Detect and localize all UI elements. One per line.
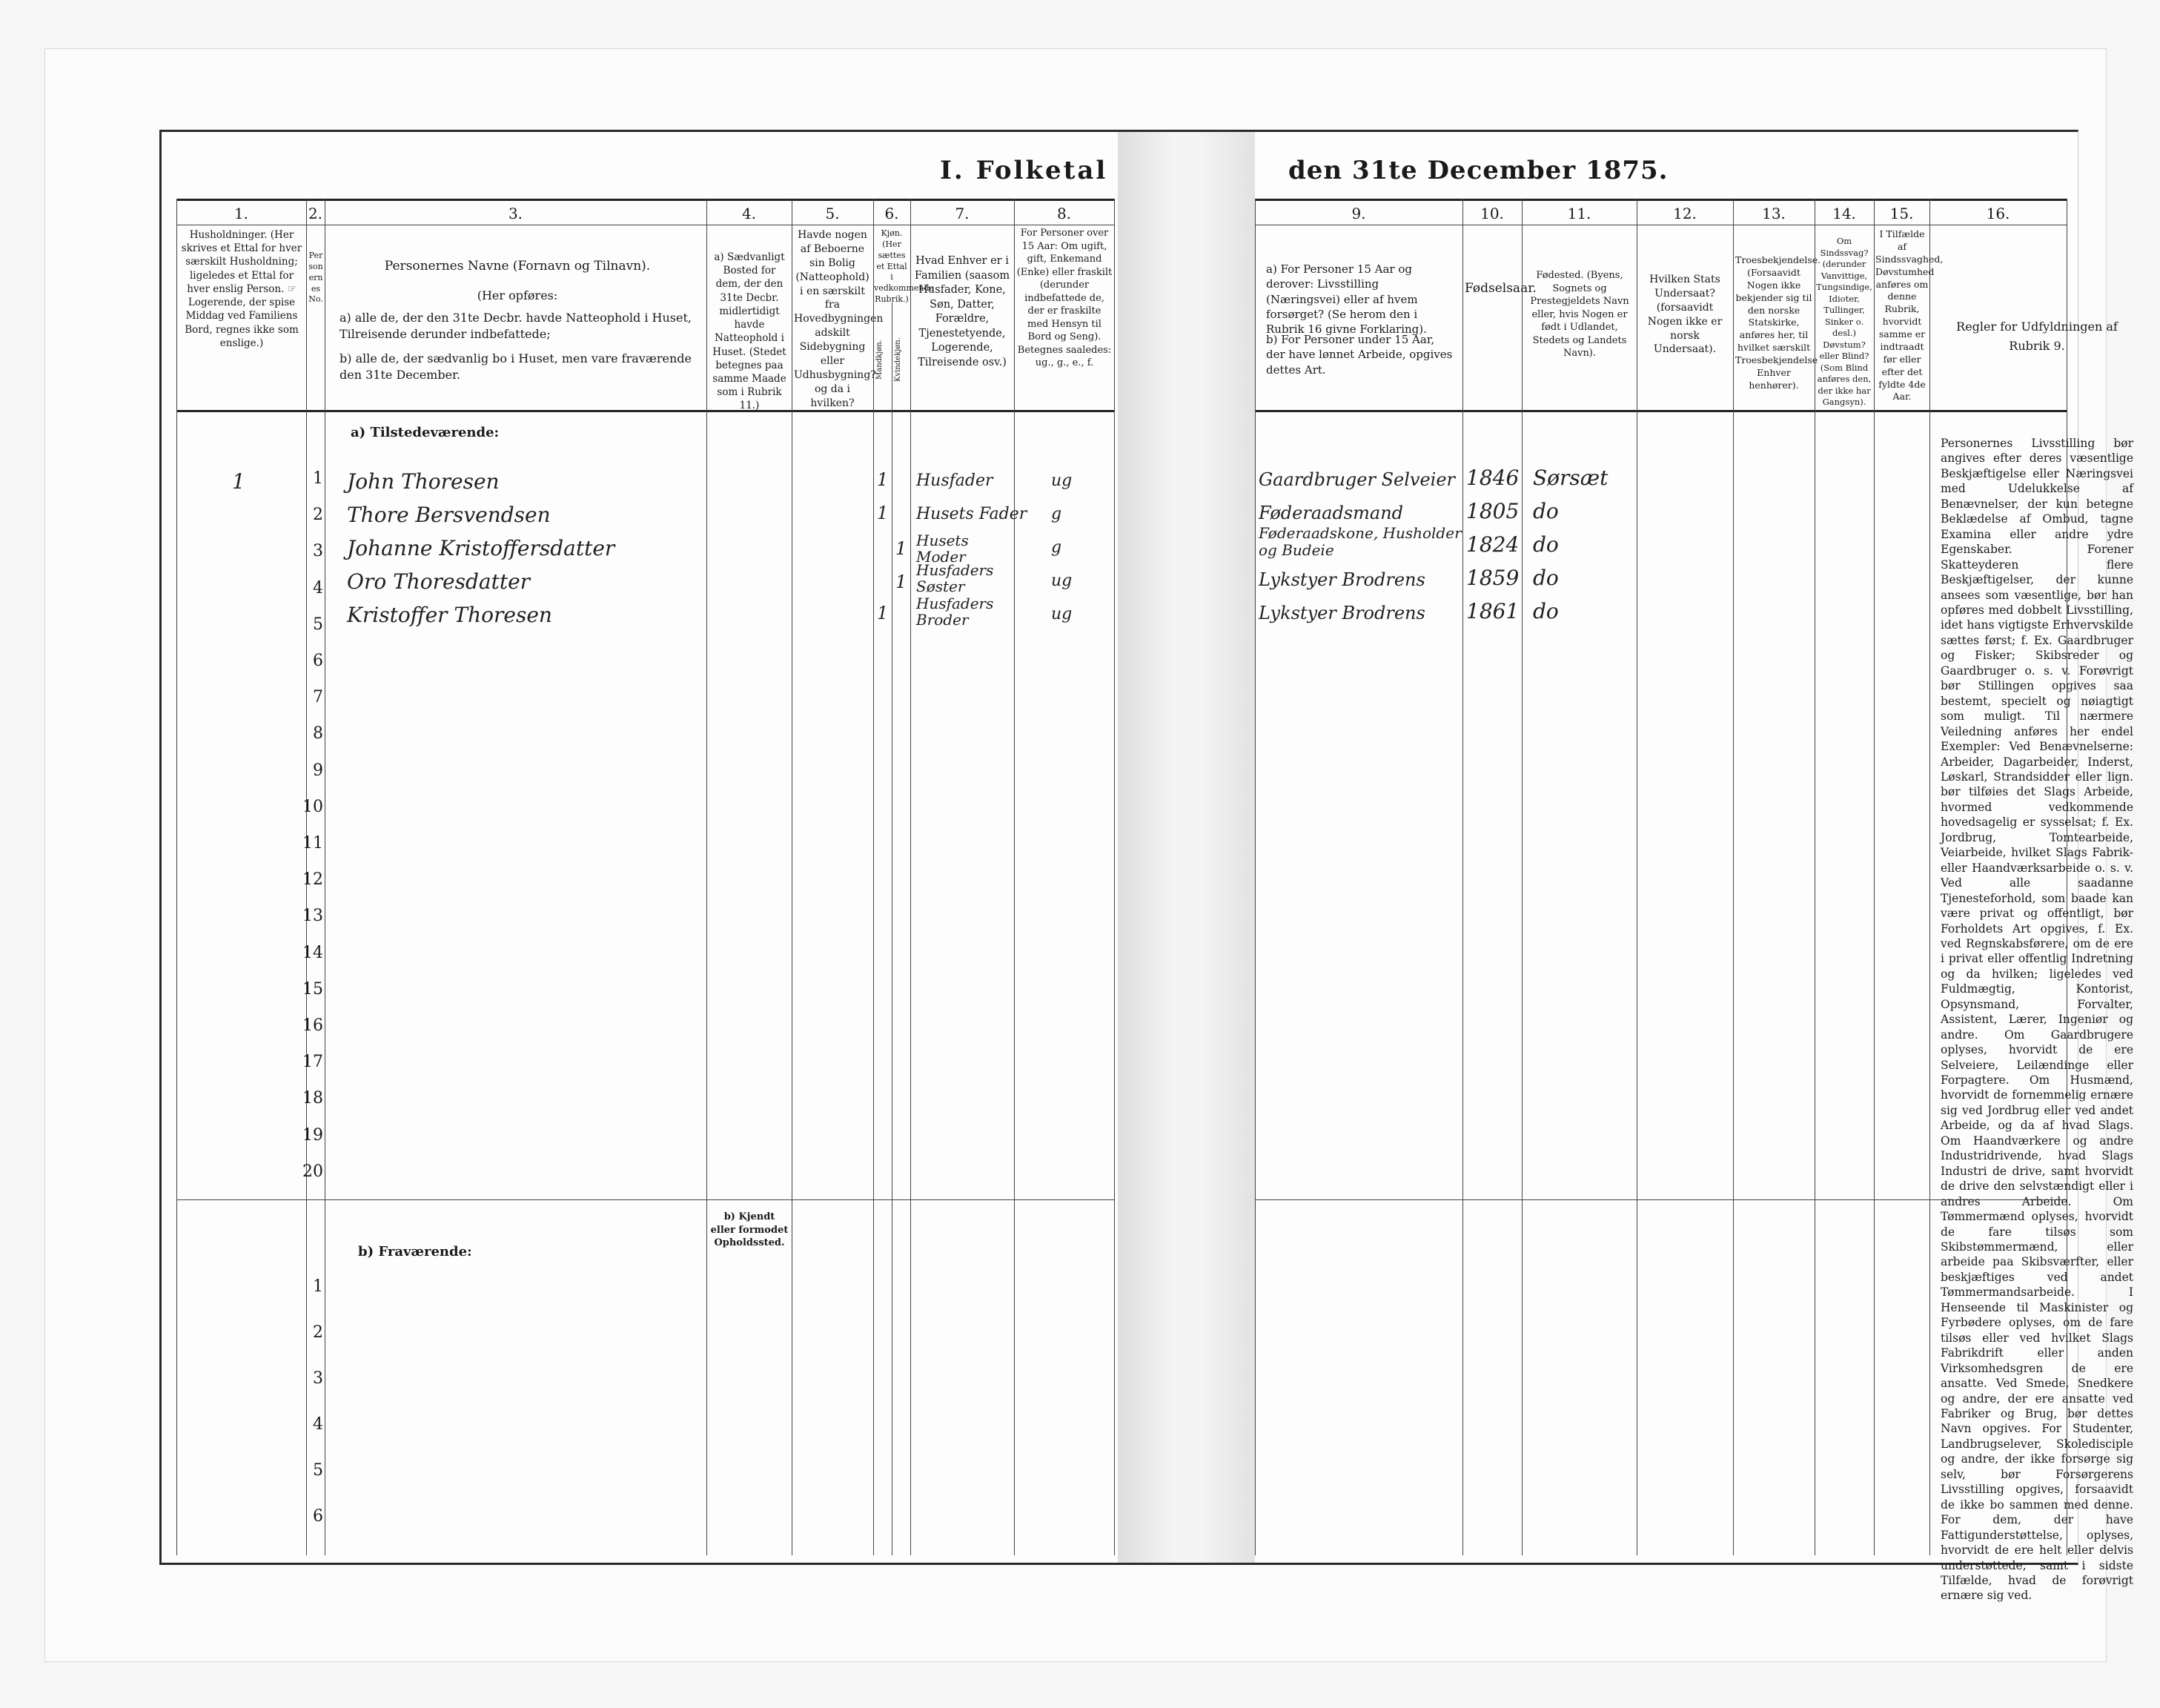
vline: [1114, 199, 1115, 1555]
vline: [1874, 199, 1875, 1555]
person-birth-year: 1805: [1466, 499, 1520, 523]
row-number: 3: [313, 1369, 323, 1388]
row-number: 12: [302, 870, 323, 890]
person-civil: ug: [1051, 605, 1073, 623]
person-civil: g: [1051, 505, 1062, 523]
row-number: 19: [302, 1125, 323, 1145]
row-number: 4: [313, 1415, 323, 1434]
header-family-role: Hvad Enhver er i Familien (saasom Husfader, Kone, Søn, Datter, Forældre, Tjenestetyende, Logerende, Tilreisende osv.): [914, 255, 1010, 368]
person-occupation: Lykstyer Brodrens: [1259, 603, 1425, 623]
header-names-a: a) alle de, der den 31te Decbr. havde Natteophold i Huset, Tilreisende derunder indbefattede;: [339, 311, 692, 341]
person-sex-male: 1: [877, 469, 889, 490]
col-number: 15.: [1889, 205, 1914, 222]
person-birth-year: 1846: [1466, 466, 1520, 490]
col-number: 3.: [508, 205, 523, 222]
row-number: 4: [313, 578, 323, 598]
row-number: 2: [313, 506, 323, 525]
title-right: den 31te December 1875.: [1288, 156, 1669, 185]
vline: [1462, 199, 1463, 1555]
row-number: 9: [313, 761, 323, 780]
col-number: 13.: [1762, 205, 1786, 222]
header-rule-right: [1255, 410, 2067, 412]
person-name: Johanne Kristoffersdatter: [347, 536, 615, 560]
header-religion: Troesbekjendelse. (Forsaavidt Nogen ikke bekjender sig til den norske Statskirke, anføres her, til hvilket særskilt Troesbekjendelse Enhver henhører).: [1735, 254, 1821, 391]
row-number: 16: [302, 1016, 323, 1035]
col-number: 14.: [1832, 205, 1856, 222]
person-sex-male: 1: [877, 603, 889, 623]
row-number: 2: [313, 1323, 323, 1342]
person-birthplace: do: [1533, 532, 1559, 557]
row-number: 3: [313, 542, 323, 561]
person-birthplace: do: [1533, 599, 1559, 623]
person-family: Husfaders Broder: [916, 595, 994, 629]
row-number: 8: [313, 724, 323, 744]
header-person-no: Personernes No.: [308, 251, 323, 305]
section-absent: b) Fraværende:: [358, 1244, 472, 1260]
row-number: 1: [313, 469, 323, 488]
col-number: 16.: [1986, 205, 2010, 222]
header-names-title: Personernes Navne (Fornavn og Tilnavn).: [384, 259, 651, 274]
header-disability: Om Sindssvag? (derunder Vanvittige, Tungsindige, Idioter, Tullinger, Sinker o. desl.) Døvstum? eller Blind? (Som Blind anføres den, der ikke har Gangsyn).: [1816, 236, 1872, 408]
header-side-building: Havde nogen af Beboerne sin Bolig (Natteophold) i en særskilt fra Hovedbygningen adskilt Sidebygning eller Udhusbygning? og da i hvilken?: [794, 229, 884, 409]
section-present: a) Tilstedeværende:: [351, 425, 500, 440]
page-gutter: [1118, 132, 1255, 1563]
person-civil: g: [1051, 538, 1062, 557]
person-birth-year: 1824: [1466, 532, 1520, 557]
header-household: Husholdninger. (Her skrives et Ettal for hver særskilt Husholdning; ligeledes et Ettal for hver enslig Person. ☞ Logerende, der spise Middag ved Familiens Bord, regnes ikke som enslige.): [181, 229, 302, 349]
person-occupation: Lykstyer Brodrens: [1259, 569, 1425, 590]
col-number: 10.: [1480, 205, 1504, 222]
person-occupation: Føderaadsmand: [1259, 503, 1404, 523]
header-civil-status: For Personer over 15 Aar: Om ugift, gift, Enkemand (Enke) eller fraskilt (derunder indbefattede de, der er fraskilte med Hensyn til Bord og Seng). Betegnes saaledes: ug., g., e., f.: [1016, 228, 1113, 369]
person-birth-year: 1861: [1466, 599, 1520, 623]
person-name: John Thoresen: [347, 469, 500, 494]
header-sex: Kjøn. (Her sættes et Ettal i vedkommende Rubrik.): [874, 228, 935, 305]
row-number: 20: [302, 1162, 323, 1181]
row-number: 5: [313, 1461, 323, 1480]
person-family: Husets Fader: [916, 505, 1027, 523]
person-sex-male: 1: [877, 503, 889, 523]
person-name: Oro Thoresdatter: [347, 569, 531, 594]
col-number: 5.: [825, 205, 840, 222]
vline: [1733, 199, 1734, 1555]
person-birthplace: do: [1533, 566, 1559, 590]
absent-rule-left: [176, 1199, 1114, 1200]
person-family: Husfader: [916, 471, 993, 490]
col-number: 9.: [1351, 205, 1366, 222]
col-number: 1.: [233, 205, 249, 222]
col-number: 7.: [955, 205, 970, 222]
header-sex-female: Kvindekjøn.: [894, 337, 902, 383]
row-number: 14: [302, 943, 323, 962]
household-mark: 1: [232, 469, 245, 494]
col-number: 4.: [741, 205, 757, 222]
person-sex-female: 1: [895, 572, 907, 592]
rules-text: Personernes Livsstilling bør angives efter deres væsentlige Beskjæftigelse eller Næringsvei med Udelukkelse af Benævnelser, der kun betegne Beklædelse af Ombud, tagne Examina eller andre ydre Egenskaber. Forener Skatteyderen flere Beskjæftigelser, der kunne ansees som væsentlige, bør han opføres med dobbelt Livsstilling, idet hans vigtigste Erhvervskilde sættes først; f. Ex. Gaardbruger og Fisker; Skibsreder og Gaardbruger o. s. v. Forøvrigt bør Stillingen opgives saa bestemt, specielt og nøiagtigt som muligt. Til nærmere Veiledning anføres her endel Exempler: Ved Benævnelserne: Arbeider, Dagarbeider, Inderst, Løskarl, Strandsidder eller lign. bør tilføies det Slags Arbeide, hvormed vedkommende hovedsagelig er sysselsat; f. Ex. Jordbrug, Tomtearbeide, Veiarbeide, hvilket Slags Fabrik- eller Haandværksarbeide o. s. v. Ved alle saadanne Tjenesteforhold, som baade kan være privat og offentligt, bør Forholdets Art opgives, f. Ex. ved Regnskabsførere, om de ere i privat eller offentlig Indretning og da hvilken; ligeledes ved Fuldmægtig, Kontorist, Opsynsmand, Forvalter, Assistent, Lærer, Ingeniør og andre. Om Gaardbrugere oplyses, hvorvidt de ere Selveiere, Leilændinge eller Forpagtere. Om Husmænd, hvorvidt de fornemmelig ernære sig ved Jordbrug eller ved andet Arbeide, og da af hvad Slags. Om Haandværkere og andre Industridrivende, hvad Slags Industri de drive, samt hvorvidt de drive den selvstændigt eller i andres Arbeide. Om Tømmermænd oplyses, hvorvidt de fare tilsøs som Skibstømmermænd, eller arbeide paa Skibsværfter, eller beskjæftiges ved andet Tømmermandsarbeide. I Henseende til Maskinister og Fyrbødere oplyses, om de fare tilsøs eller ved hvilket Slags Fabrikdrift eller anden Virksomhedsgren de ere ansatte. Ved Smede, Snedkere og andre, der ere ansatte ved Fabriker og Brug, bør dettes Navn opgives. For Studenter, Landbrugselever, Skoledisciple og andre, der ikke forsørge sig selv, bør Forsørgerens Livsstilling opgives, forsaavidt de ikke bo sammen med denne. For dem, der have Fattigunderstøttelse, oplyses, hvorvidt de ere helt eller delvis understøttede, samt i sidste Tilfælde, hvad de forøvrigt ernære sig ved.: [1941, 437, 2133, 1603]
col-number: 8.: [1056, 205, 1072, 222]
header-rule-left: [176, 410, 1114, 412]
row-number: 5: [313, 615, 323, 634]
vline: [1014, 199, 1015, 1555]
person-birthplace: Sørsæt: [1533, 466, 1609, 490]
vline: [176, 199, 177, 1555]
row-number: 17: [302, 1053, 323, 1072]
header-occupation-a: a) For Personer 15 Aar og derover: Livsstilling (Næringsvei) eller af hvem forsørget? (Se herom den i Rubrik 16 givne Forklaring).: [1266, 262, 1427, 336]
header-birthplace: Fødested. (Byens, Sognets og Prestegjeldets Navn eller, hvis Nogen er født i Udlandet, Stedets og Landets Navn).: [1530, 270, 1629, 360]
header-disability-onset: I Tilfælde af Sindssvaghed, Døvstumhed anføres om denne Rubrik, hvorvidt samme er indtraadt før eller efter det fyldte 4de Aar.: [1875, 228, 1944, 403]
census-form: [159, 130, 2133, 1603]
row-number: 15: [302, 979, 323, 999]
row-number: 18: [302, 1089, 323, 1108]
col-number: 2.: [308, 205, 323, 222]
header-birth-year: Fødselsaar.: [1465, 281, 1537, 296]
person-occupation: Føderaadskone, Husholder og Budeie: [1259, 524, 1462, 559]
vline: [873, 199, 874, 1555]
person-family: Husets Moder: [916, 532, 969, 566]
person-family: Husfaders Søster: [916, 561, 994, 595]
row-number: 6: [313, 1507, 323, 1526]
col-number: 6.: [884, 205, 899, 222]
header-usual-residence: a) Sædvanligt Bosted for dem, der den 31te Decbr. midlertidigt havde Natteophold i Huset. (Stedet betegnes paa samme Maade som i Rubrik 11.): [712, 251, 786, 412]
person-birthplace: do: [1533, 499, 1559, 523]
person-name: Kristoffer Thoresen: [347, 603, 552, 627]
header-rules: Regler for Udfyldningen af Rubrik 9.: [1956, 320, 2118, 353]
col-number: 11.: [1567, 205, 1591, 222]
row-number: 13: [302, 907, 323, 926]
row-number: 7: [313, 688, 323, 707]
person-birth-year: 1859: [1466, 566, 1520, 590]
header-nationality: Hvilken Stats Undersaat? (forsaavidt Nogen ikke er norsk Undersaat).: [1647, 274, 1723, 356]
vline: [706, 199, 707, 1555]
header-names-b: b) alle de, der sædvanlig bo i Huset, men vare fraværende den 31te December.: [339, 351, 692, 382]
title-left: I. Folketal: [940, 156, 1108, 185]
person-civil: ug: [1051, 572, 1073, 590]
vline: [1929, 199, 1930, 1555]
col-number: 12.: [1673, 205, 1697, 222]
row-number: 1: [313, 1277, 323, 1296]
row-number: 11: [302, 834, 323, 853]
vline: [910, 199, 911, 1555]
top-rule-left: [176, 199, 1114, 201]
row-number: 6: [313, 652, 323, 670]
header-names-sub: (Her opføres:: [477, 288, 558, 302]
row-number: 10: [302, 797, 323, 816]
person-sex-female: 1: [895, 538, 907, 559]
person-name: Thore Bersvendsen: [347, 503, 551, 527]
top-rule-right: [1255, 199, 2067, 201]
section-absent-location: b) Kjendt eller formodet Opholdssted.: [710, 1211, 789, 1249]
vline: [1522, 199, 1523, 1555]
person-civil: ug: [1051, 471, 1073, 490]
header-occupation-b: b) For Personer under 15 Aar, der have lønnet Arbeide, opgives dettes Art.: [1266, 333, 1453, 377]
vline: [1255, 199, 1256, 1555]
person-occupation: Gaardbruger Selveier: [1259, 469, 1456, 490]
header-sex-male: Mandkjøn.: [875, 340, 884, 380]
